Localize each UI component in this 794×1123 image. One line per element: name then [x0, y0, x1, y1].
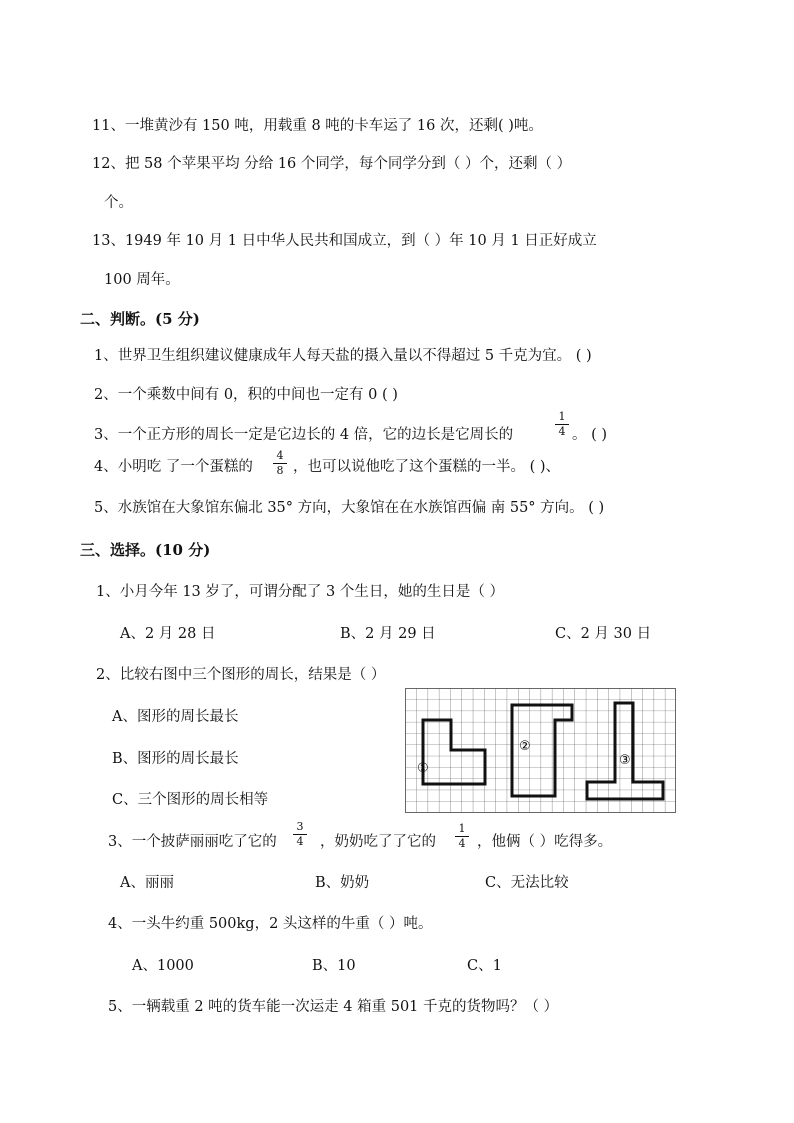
grid-background [406, 689, 676, 813]
choice-1-option-b: B、2 月 29 日 [340, 626, 436, 642]
fraction-one-quarter [555, 411, 569, 438]
choice-question-3-tail: ，他俩（ ）吃得多。 [477, 834, 613, 850]
judge-question-3-text: 3、一个正方形的周长一定是它边长的 4 倍，它的边长是它周长的 [94, 427, 514, 443]
judge-question-3 [94, 425, 513, 445]
question-11: 11、一堆黄沙有 150 吨，用载重 8 吨的卡车运了 16 次，还剩( )吨。 [92, 118, 543, 134]
question-12: 12、把 58 个苹果平均 分给 16 个同学，每个同学分到（ ）个，还剩（ ） [92, 156, 572, 172]
fraction-numerator: 1 [458, 822, 466, 835]
choice-3-option-b: B、奶奶 [315, 875, 370, 891]
fraction-three-quarters [293, 821, 307, 848]
choice-question-5: 5、一辆载重 2 吨的货车能一次运走 4 箱重 501 千克的货物吗？（ ） [108, 999, 559, 1015]
fraction-denominator: 4 [296, 835, 304, 848]
section-heading-choice: 三、选择。(10 分) [80, 541, 211, 559]
choice-1-option-a: A、2 月 28 日 [120, 626, 216, 642]
judge-question-3-tail: 。 ( ) [572, 427, 608, 443]
judge-question-5: 5、水族馆在大象馆东偏北 35° 方向，大象馆在在水族馆西偏 南 55° 方向。 ( ) [94, 500, 605, 516]
shape-3-label: ③ [619, 753, 631, 768]
choice-question-2: 2、比较右图中三个图形的周长，结果是（ ） [96, 667, 386, 683]
perimeter-figure [405, 688, 677, 818]
question-13-cont: 100 周年。 [104, 272, 180, 288]
fraction-numerator: 3 [296, 820, 304, 833]
choice-4-option-a: A、1000 [132, 958, 194, 974]
section-heading-judge: 二、判断。(5 分) [80, 310, 200, 328]
choice-question-3-mid: ，奶奶吃了了它的 [320, 834, 436, 850]
choice-3-option-a: A、丽丽 [120, 875, 174, 891]
choice-3-option-c: C、无法比较 [485, 875, 569, 891]
choice-4-option-b: B、10 [312, 958, 356, 974]
choice-2-option-a: A、图形的周长最长 [112, 709, 239, 725]
choice-question-1: 1、小月今年 13 岁了，可谓分配了 3 个生日，她的生日是（ ） [96, 584, 504, 600]
judge-question-2: 2、一个乘数中间有 0，积的中间也一定有 0 ( ) [94, 387, 398, 403]
choice-question-3: 3、一个披萨丽丽吃了它的 [108, 834, 277, 850]
judge-question-1: 1、世界卫生组织建议健康成年人每天盐的摄入量以不得超过 5 千克为宜。 ( ) [94, 348, 592, 364]
choice-1-option-c: C、2 月 30 日 [555, 626, 652, 642]
fraction-one-quarter-b [455, 823, 469, 850]
judge-question-4-tail: ，也可以说他吃了这个蛋糕的一半。 ( )、 [293, 459, 561, 475]
choice-2-option-b: B、图形的周长最长 [112, 751, 239, 767]
fraction-denominator: 8 [276, 464, 284, 477]
fraction-numerator: 1 [558, 410, 566, 423]
question-13: 13、1949 年 10 月 1 日中华人民共和国成立，到（ ）年 10 月 1 日正好成立 [92, 233, 597, 249]
judge-question-4: 4、小明吃 了一个蛋糕的 [94, 459, 253, 475]
shape-1-label: ① [417, 761, 429, 776]
choice-4-option-c: C、1 [467, 958, 502, 974]
choice-2-option-c: C、三个图形的周长相等 [112, 792, 269, 808]
question-12-cont: 个。 [104, 195, 133, 211]
fraction-four-eighths [273, 450, 287, 477]
shape-2-label: ② [519, 739, 531, 754]
choice-question-4: 4、一头牛约重 500kg，2 头这样的牛重（ ）吨。 [108, 916, 433, 932]
fraction-numerator: 4 [276, 449, 284, 462]
fraction-denominator: 4 [558, 425, 566, 438]
fraction-denominator: 4 [458, 837, 466, 850]
grid-svg [405, 688, 677, 814]
